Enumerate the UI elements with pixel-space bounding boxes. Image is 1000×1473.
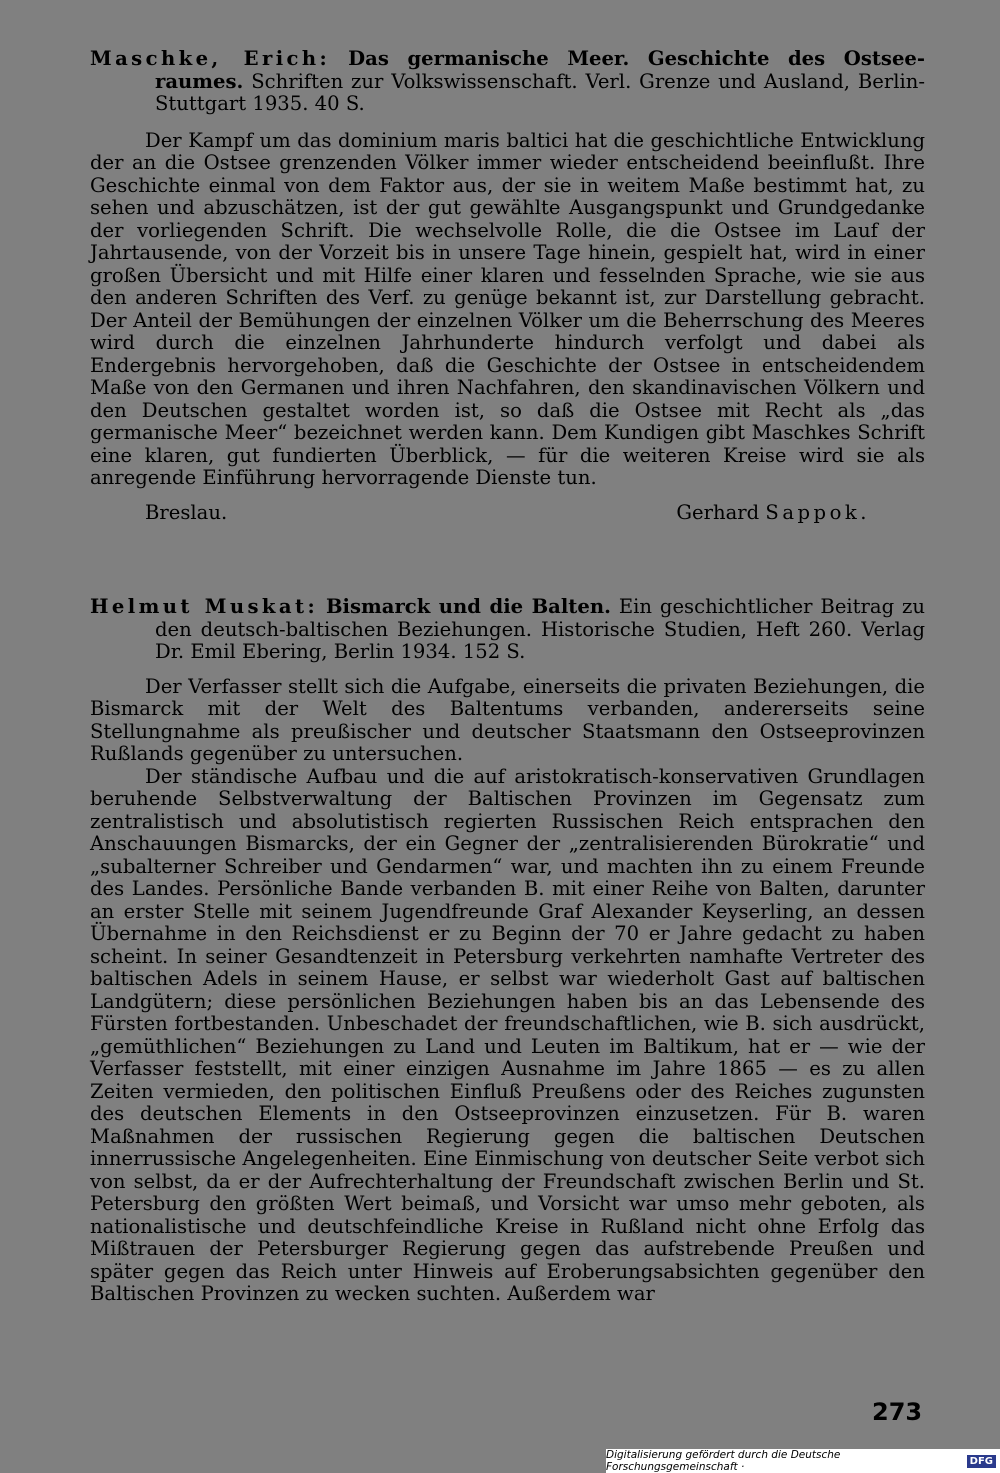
review-signature xyxy=(90,502,925,525)
review-heading xyxy=(90,596,925,664)
page-number: 273 xyxy=(872,1398,923,1426)
book-title: Bismarck und die Balten. xyxy=(326,595,611,618)
book-title: Das germanische Meer. Geschichte des Ostsee-raumes. xyxy=(155,47,926,93)
footer-text: Digitalisierung gefördert durch die Deutsche Forschungsgemeinschaft · xyxy=(606,1449,841,1473)
review-author: Maschke, Erich: xyxy=(90,47,331,70)
dfg-logo-icon[interactable]: DFG xyxy=(967,1455,996,1468)
signature-place: Breslau. xyxy=(145,500,228,524)
publication-info: Ein geschichtlicher Beitrag zu den deutsch-baltischen Beziehungen. Historische Studien, Heft 260. Verlag Dr. Emil Ebering, Berlin 1934. 152 S. xyxy=(155,595,926,663)
review-paragraph-2: Der ständische Aufbau und die auf aristokratisch-konservativen Grundlagen beruhende Selbstverwaltung der Baltischen Provinzen im Gegensatz zum zentralistisch und absolutistisch regierten Russischen Reich entsprachen den Anschauungen Bismarcks, der ein Gegner der „zentralisierenden Bürokratie“ und „subalterner Schreiber und Gendarmen“ war, und machten ihn zu einem Freunde des Landes. Persönliche Bande verbanden B. mit einer Reihe von Balten, darunter an erster Stelle mit seinem Jugendfreunde Graf Alexander Keyserling, an dessen Übernahme in den Reichsdienst er zu Beginn der 70 er Jahre gedacht zu haben scheint. In seiner Gesandtenzeit in Petersburg verkehrten namhafte Vertreter des baltischen Adels in seinem Hause, er selbst war wiederholt Gast auf baltischen Landgütern; diese persönlichen Beziehungen haben bis an das Lebensende des Fürsten fortbestanden. Unbeschadet der freundschaftlichen, wie B. sich ausdrückt, „gemüthlichen“ Beziehungen zu Land und Leuten im Baltikum, hat er — wie der Verfasser feststellt, mit einer einzigen Ausnahme im Jahre 1865 — es zu allen Zeiten vermieden, den politischen Einfluß Preußens oder des Reiches zugunsten des deutschen Elements in den Ostseeprovinzen einzusetzen. Für B. waren Maßnahmen der russischen Regierung gegen die baltischen Deutschen innerrussische Angelegenheiten. Eine Einmischung von deutscher Seite verbot sich von selbst, da er der Aufrechterhaltung der Freundschaft zwischen Berlin und St. Petersburg den größten Wert beimaß, und Vorsicht war umso mehr geboten, als nationalistische und deutschfeindliche Kreise in Rußland nicht ohne Erfolg das Mißtrauen der Petersburger Regierung gegen das aufstrebende Preußen und später gegen das Reich unter Hinweis auf Eroberungsabsichten gegenüber den Baltischen Provinzen zu wecken suchten. Außerdem war xyxy=(90,764,925,1305)
signature-reviewer xyxy=(676,502,870,525)
digitization-footer xyxy=(606,1449,1000,1473)
review-maschke xyxy=(90,48,925,524)
review-body: Der Kampf um das dominium maris baltici hat die geschichtliche Entwicklung der an die Ostsee grenzenden Völker immer wieder entscheidend beeinflußt. Ihre Geschichte einmal von dem Faktor aus, der sie in weitem Maße bestimmt hat, zu sehen und abzuschätzen, ist der gut gewählte Ausgangspunkt und Grundgedanke der vorliegenden Schrift. Die wechselvolle Rolle, die die Ostsee im Lauf der Jahrtausende, von der Vorzeit bis in unsere Tage hinein, gespielt hat, wird in einer großen Übersicht und mit Hilfe einer klaren und fesselnden Sprache, wie sie aus den anderen Schriften des Verf. zu genüge bekannt ist, zur Darstellung gebracht. Der Anteil der Bemühungen der einzelnen Völker um die Beherrschung des Meeres wird durch die einzelnen Jahrhunderte hindurch verfolgt und dabei als Endergebnis hervorgehoben, daß die Geschichte der Ostsee in entscheidendem Maße von den Germanen und ihren Nachfahren, den skandinavischen Völkern und den Deutschen gestaltet worden ist, so daß die Ostsee mit Recht als „das germanische Meer“ bezeichnet werden kann. Dem Kundigen gibt Maschkes Schrift eine klaren, gut fundierten Überblick, — für die weiteren Kreise wird sie als anregende Einführung hervorragende Dienste tun. xyxy=(90,128,925,489)
publication-info: Schriften zur Volkswissenschaft. Verl. Grenze und Ausland, Berlin-Stuttgart 1935. 40 S. xyxy=(155,69,925,115)
reviewer-last-name: Sappok. xyxy=(765,500,870,524)
review-muskat xyxy=(90,596,925,1306)
review-heading xyxy=(90,48,925,116)
review-paragraph-1: Der Verfasser stellt sich die Aufgabe, einerseits die privaten Beziehungen, die Bismarck mit der Welt des Baltentums verbanden, andererseits seine Stellungnahme als preußischer und deutscher Staatsmann den Ostseeprovinzen Rußlands gegenüber zu untersuchen. xyxy=(90,674,925,765)
review-author: Helmut Muskat: xyxy=(90,595,319,618)
reviewer-first-name: Gerhard xyxy=(676,500,760,524)
